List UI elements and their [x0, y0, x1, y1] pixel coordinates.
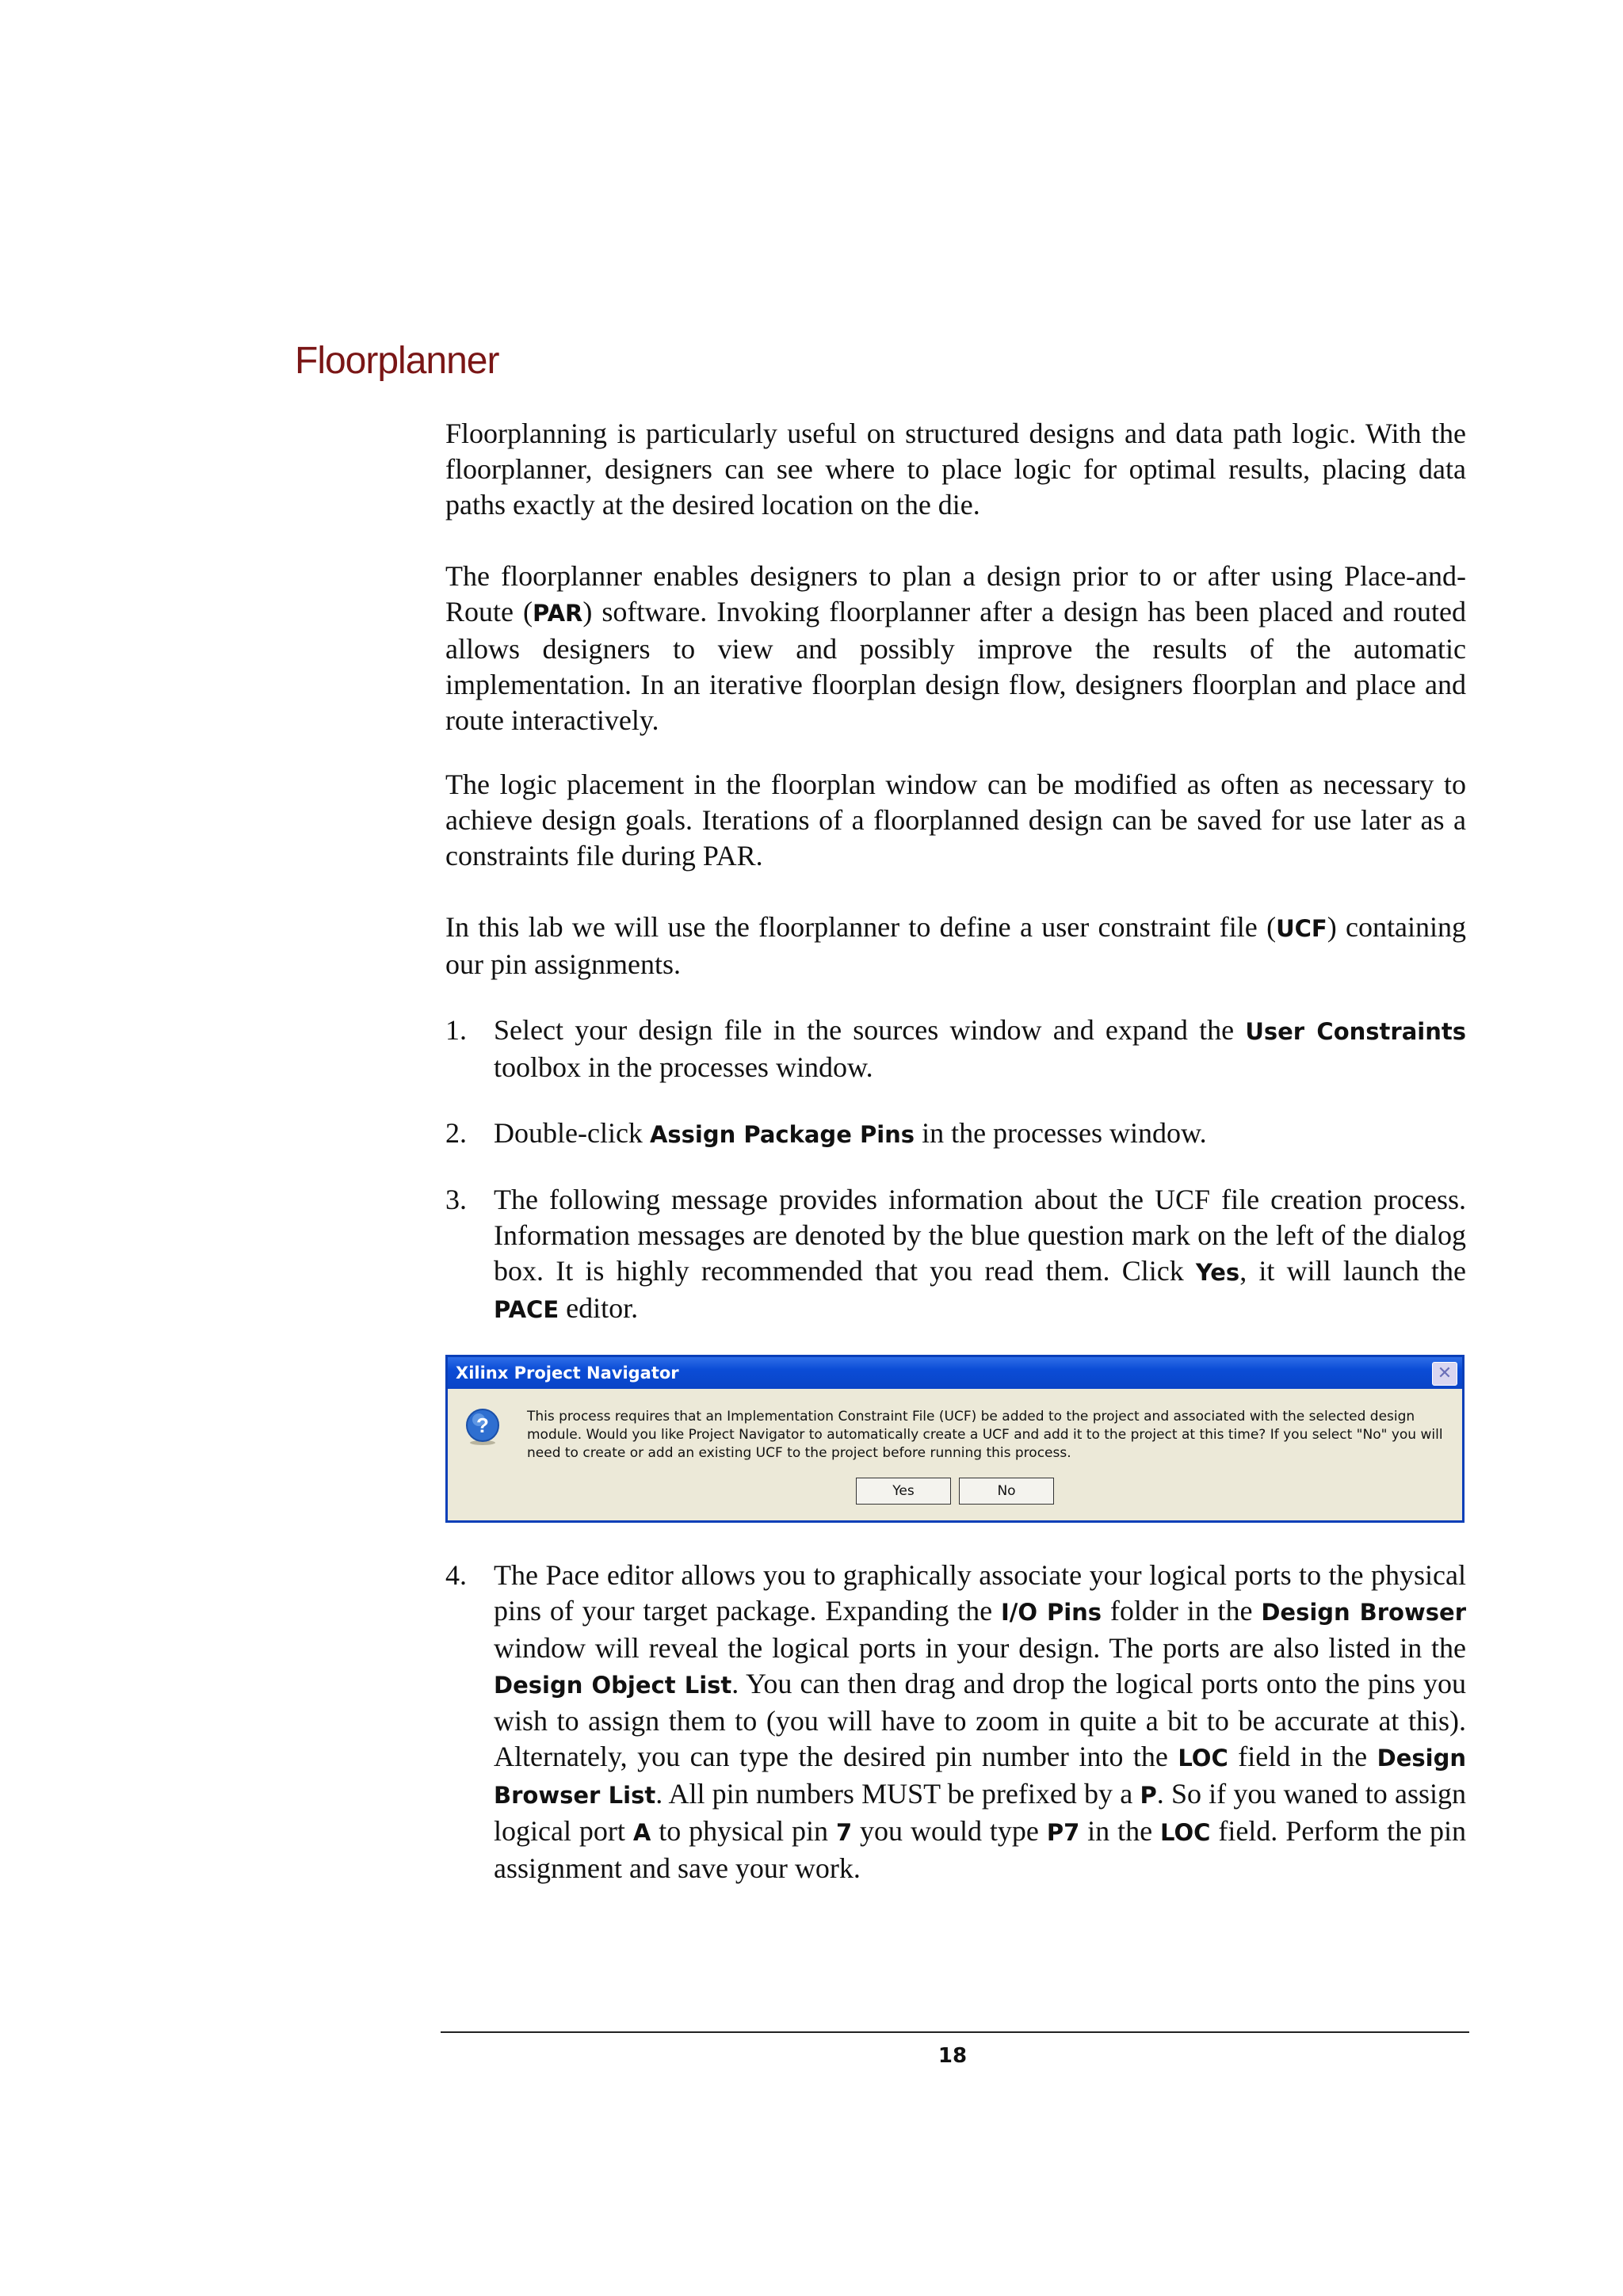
- text: in the processes window.: [915, 1117, 1207, 1149]
- yes-button[interactable]: Yes: [856, 1478, 951, 1505]
- keyword-design-browser-list: Design Browser List: [494, 1745, 1467, 1809]
- step-text: [494, 1558, 1466, 1886]
- step-number: 3.: [445, 1184, 467, 1215]
- footer-divider: [441, 2031, 1469, 2033]
- text: , it will launch the: [1239, 1255, 1466, 1287]
- text: ) software. Invoking floorplanner after a design has been placed and routed allows designers to view and possibly improve the results of the automatic implementation. In an iterative floorplan design flow, designers floorplan and place and route interactively.: [445, 596, 1466, 736]
- text: window will reveal the logical ports in your design. The ports are also listed in the: [494, 1632, 1466, 1664]
- page-heading: Floorplanner: [295, 340, 499, 382]
- question-icon: [464, 1408, 502, 1446]
- step-2: [445, 1116, 1466, 1153]
- step-number: 4.: [445, 1559, 467, 1591]
- keyword-io-pins: I/O Pins: [1001, 1599, 1102, 1626]
- text: ) containing our pin assignments.: [445, 911, 1466, 980]
- text: field. Perform the pin assignment and save your work.: [494, 1815, 1467, 1884]
- step-1: [445, 1013, 1466, 1085]
- paragraph-floorplanner-par: [445, 559, 1466, 738]
- keyword-7: 7: [835, 1819, 853, 1846]
- page-number: 18: [938, 2044, 968, 2068]
- text: Double-click: [494, 1117, 650, 1149]
- dialog-message: This process requires that an Implementation Constraint File (UCF) be added to the project and associated with the selected design module. Would you like Project Navigator to automatically create a UCF and add it to the project at this time? If you select "No" you will need to create or add an existing UCF to the project before running this process.: [527, 1409, 1443, 1461]
- text: The Pace editor allows you to graphically associate your logical ports to the physical pins of your target package. Expanding the: [494, 1559, 1466, 1627]
- text: The floorplanner enables designers to plan a design prior to or after using Place-and-Route (: [445, 560, 1466, 627]
- text: folder in the: [1102, 1595, 1262, 1627]
- no-button[interactable]: No: [959, 1478, 1054, 1505]
- keyword-p: P: [1140, 1782, 1157, 1809]
- text: you would type: [852, 1815, 1047, 1847]
- step-text: [494, 1013, 1466, 1085]
- step-number: 2.: [445, 1117, 467, 1149]
- svg-text:?: ?: [476, 1413, 489, 1437]
- paragraph-ucf: [445, 910, 1466, 982]
- step-text: [494, 1116, 1466, 1153]
- keyword-ucf: UCF: [1276, 915, 1327, 942]
- step-number: 1.: [445, 1014, 467, 1046]
- text: toolbox in the processes window.: [494, 1051, 873, 1083]
- xilinx-dialog: [445, 1355, 1465, 1523]
- keyword-user-constraints: User Constraints: [1245, 1018, 1466, 1045]
- keyword-loc: LOC: [1178, 1745, 1228, 1772]
- dialog-titlebar[interactable]: [448, 1357, 1462, 1389]
- keyword-yes: Yes: [1195, 1259, 1240, 1286]
- text: . So if you waned to assign logical port: [494, 1778, 1466, 1847]
- close-icon[interactable]: ✕: [1432, 1362, 1457, 1386]
- text: in the: [1079, 1815, 1161, 1847]
- keyword-loc: LOC: [1160, 1819, 1211, 1846]
- text: . All pin numbers MUST be prefixed by a: [655, 1778, 1140, 1810]
- step-4: [445, 1558, 1466, 1886]
- keyword-p7: P7: [1046, 1819, 1080, 1846]
- dialog-title: Xilinx Project Navigator: [456, 1363, 679, 1383]
- paragraph-intro: Floorplanning is particularly useful on structured designs and data path logic. With the floorplanner, designers can see where to place logic for optimal results, placing data paths exactly at the desired location on the die.: [445, 418, 1466, 521]
- text: . You can then drag and drop the logical ports onto the pins you wish to assign them to (you will have to zoom in quite a bit to be accurate at this). Alternately, you can type the desired pin number into the: [494, 1668, 1467, 1772]
- text: In this lab we will use the floorplanner to define a user constraint file (: [445, 911, 1277, 943]
- text: to physical pin: [651, 1815, 836, 1847]
- keyword-design-object-list: Design Object List: [494, 1672, 732, 1699]
- text: Select your design file in the sources window and expand the: [494, 1014, 1246, 1046]
- keyword-assign-package-pins: Assign Package Pins: [649, 1121, 915, 1148]
- keyword-pace: PACE: [494, 1296, 559, 1323]
- text: The following message provides information about the UCF file creation process. Information messages are denoted by the blue question mark on the left of the dialog box. It is highly recommended that you read them. Click: [494, 1184, 1466, 1287]
- step-3: [445, 1182, 1466, 1328]
- text: field in the: [1228, 1741, 1377, 1772]
- keyword-par: PAR: [532, 600, 583, 627]
- paragraph-logic-placement: The logic placement in the floorplan window can be modified as often as necessary to achieve design goals. Iterations of a floorplanned design can be saved for use later as a constraints file during PAR.: [445, 769, 1466, 871]
- step-text: [494, 1182, 1466, 1328]
- keyword-design-browser: Design Browser: [1261, 1599, 1466, 1626]
- keyword-a: A: [632, 1819, 651, 1846]
- text: editor.: [559, 1292, 639, 1324]
